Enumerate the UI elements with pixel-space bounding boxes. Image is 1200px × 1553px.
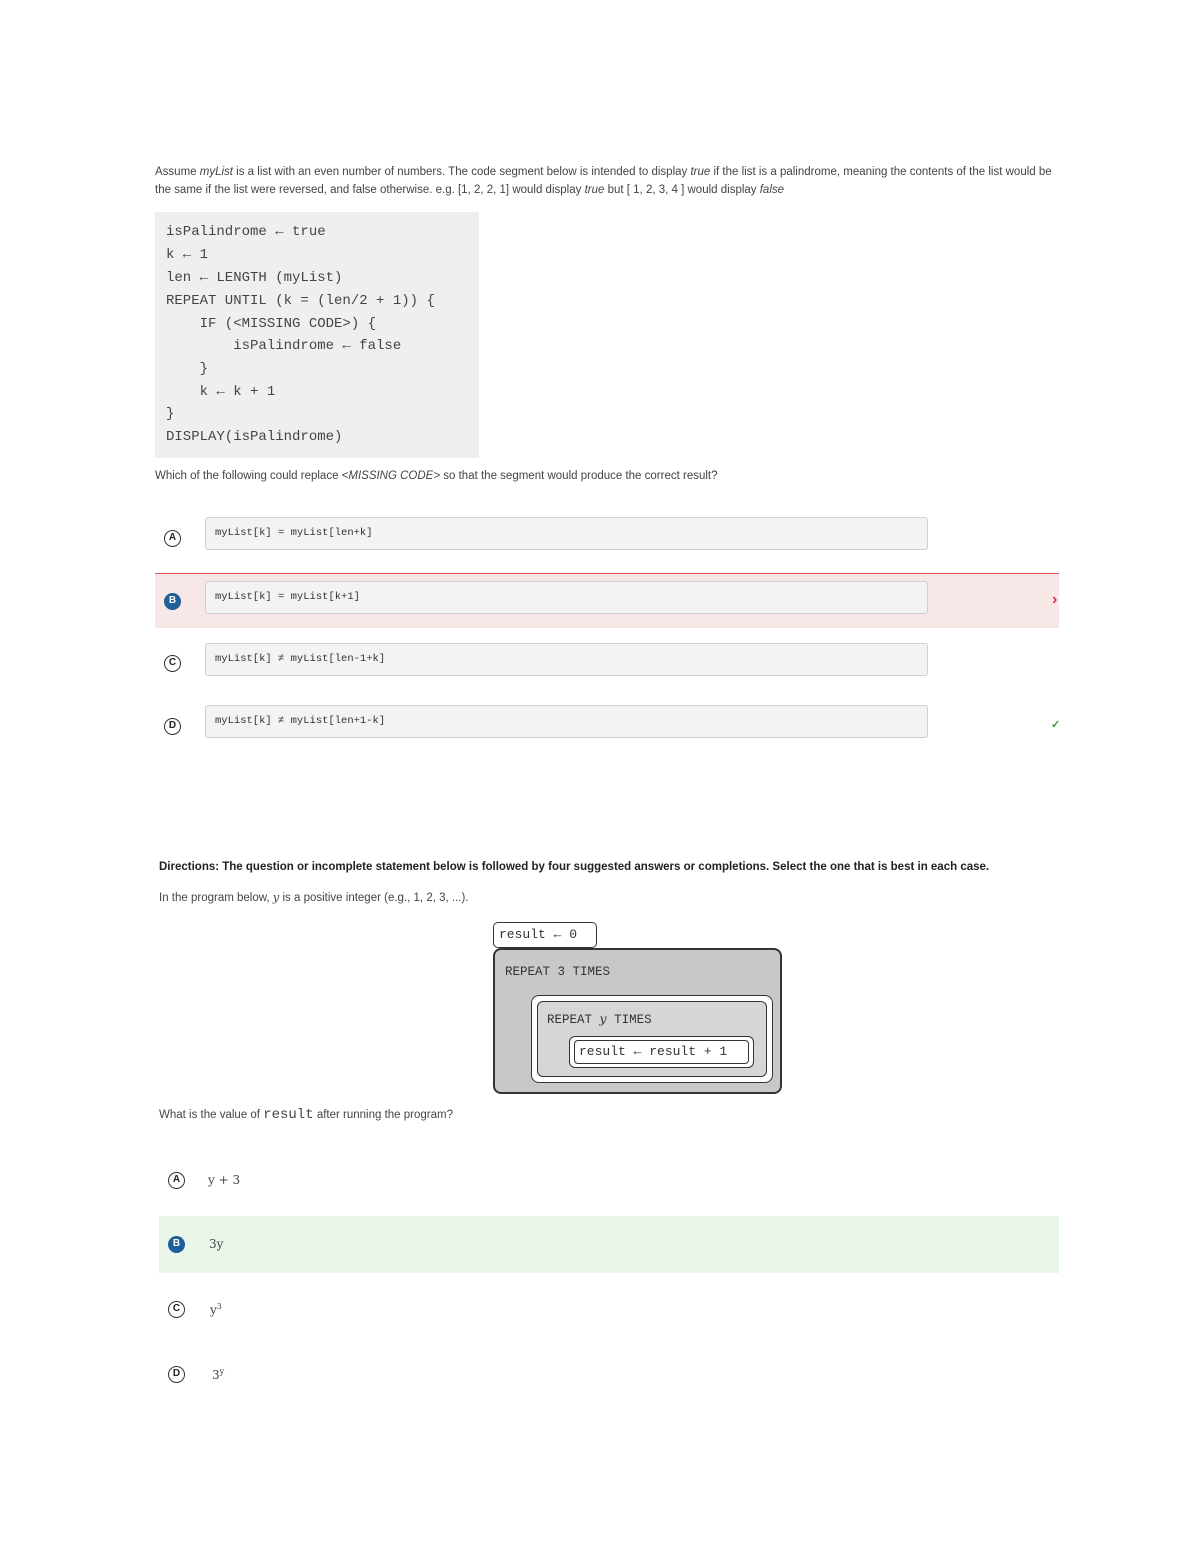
prompt-text: after running the program?: [313, 1109, 453, 1121]
q2-option-c-text[interactable]: [210, 1302, 222, 1317]
code-line: }: [166, 361, 209, 377]
prompt-text: so that the segment would produce the correct result?: [440, 470, 718, 482]
q2-option-a-badge[interactable]: A: [168, 1172, 185, 1189]
option-a-badge[interactable]: A: [164, 530, 181, 547]
q2-option-d-badge[interactable]: D: [168, 1366, 185, 1383]
question-1-prompt: [155, 470, 718, 482]
incorrect-marker-icon: ›: [1052, 591, 1058, 608]
question-1-intro: [155, 163, 1060, 199]
q2-option-d-text[interactable]: [212, 1367, 224, 1382]
question-2-intro: [159, 890, 469, 904]
option-b-choice[interactable]: myList[k] = myList[k+1]: [205, 581, 928, 614]
code-line: IF (<MISSING CODE>) {: [166, 316, 377, 332]
block-result-increment: result ← result + 1: [574, 1040, 749, 1064]
code-line: len ← LENGTH (myList): [166, 270, 343, 286]
block-text: REPEAT: [547, 1013, 600, 1027]
block-repeat-outer-label: REPEAT 3 TIMES: [505, 965, 611, 979]
option-a-choice[interactable]: myList[k] = myList[len+k]: [205, 517, 928, 550]
code-line: DISPLAY(isPalindrome): [166, 429, 343, 445]
option-b-badge[interactable]: B: [164, 593, 181, 610]
q2-option-b-badge[interactable]: B: [168, 1236, 185, 1253]
code-line: isPalindrome ← false: [166, 338, 402, 354]
option-c-choice[interactable]: myList[k] ≠ myList[len-1+k]: [205, 643, 928, 676]
code-line: k ← 1: [166, 247, 209, 263]
q2-option-a-text[interactable]: y + 3: [208, 1173, 241, 1187]
option-d-choice[interactable]: myList[k] ≠ myList[len+1-k]: [205, 705, 928, 738]
block-result-init: result ← 0: [493, 922, 597, 948]
intro-var: y: [272, 890, 280, 904]
intro-text: is a positive integer (e.g., 1, 2, 3, ...).: [279, 892, 469, 904]
prompt-text: What is the value of: [159, 1109, 264, 1121]
q2-option-b-text[interactable]: 3y: [209, 1237, 224, 1251]
block-text: TIMES: [606, 1013, 652, 1027]
correct-marker-icon: ✓: [1051, 719, 1061, 731]
code-line: }: [166, 406, 175, 422]
intro-var: myList: [199, 166, 233, 178]
intro-text: is a list with an even number of numbers. The code segment below is intended to display: [232, 166, 691, 178]
block-var: y: [599, 1011, 607, 1026]
code-segment: [155, 212, 479, 458]
prompt-text: Which of the following could replace: [155, 470, 342, 482]
option-exponent: y: [219, 1367, 225, 1376]
code-line: k ← k + 1: [166, 384, 276, 400]
intro-text: In the program below,: [159, 892, 273, 904]
missing-code-ref: <MISSING CODE>: [341, 470, 441, 482]
q2-option-c-badge[interactable]: C: [168, 1301, 185, 1318]
intro-true: true: [584, 184, 605, 196]
option-base: 3: [212, 1368, 220, 1382]
intro-text: Assume: [155, 166, 200, 178]
intro-text: but [ 1, 2, 3, 4 ] would display: [604, 184, 760, 196]
code-line: isPalindrome ← true: [166, 224, 326, 240]
option-d-badge[interactable]: D: [164, 718, 181, 735]
code-line: REPEAT UNTIL (k = (len/2 + 1)) {: [166, 293, 435, 309]
prompt-code: result: [263, 1107, 314, 1123]
option-base: y: [210, 1303, 217, 1317]
intro-true: true: [690, 166, 711, 178]
selected-correct-row: [159, 1216, 1059, 1273]
directions: Directions: The question or incomplete statement below is followed by four suggested answers or completions. Select the one that is best in each case.: [159, 861, 990, 873]
question-2-prompt: [159, 1107, 453, 1123]
option-exponent: 3: [216, 1302, 222, 1311]
intro-text: if the list is a palindrome, meaning the contents of the list would be the same if the list were reversed, and false otherwise. e.g. [1, 2, 2, 1] would display: [155, 166, 1052, 196]
option-c-badge[interactable]: C: [164, 655, 181, 672]
intro-false: false: [759, 184, 785, 196]
block-repeat-inner-label: [547, 1011, 652, 1027]
